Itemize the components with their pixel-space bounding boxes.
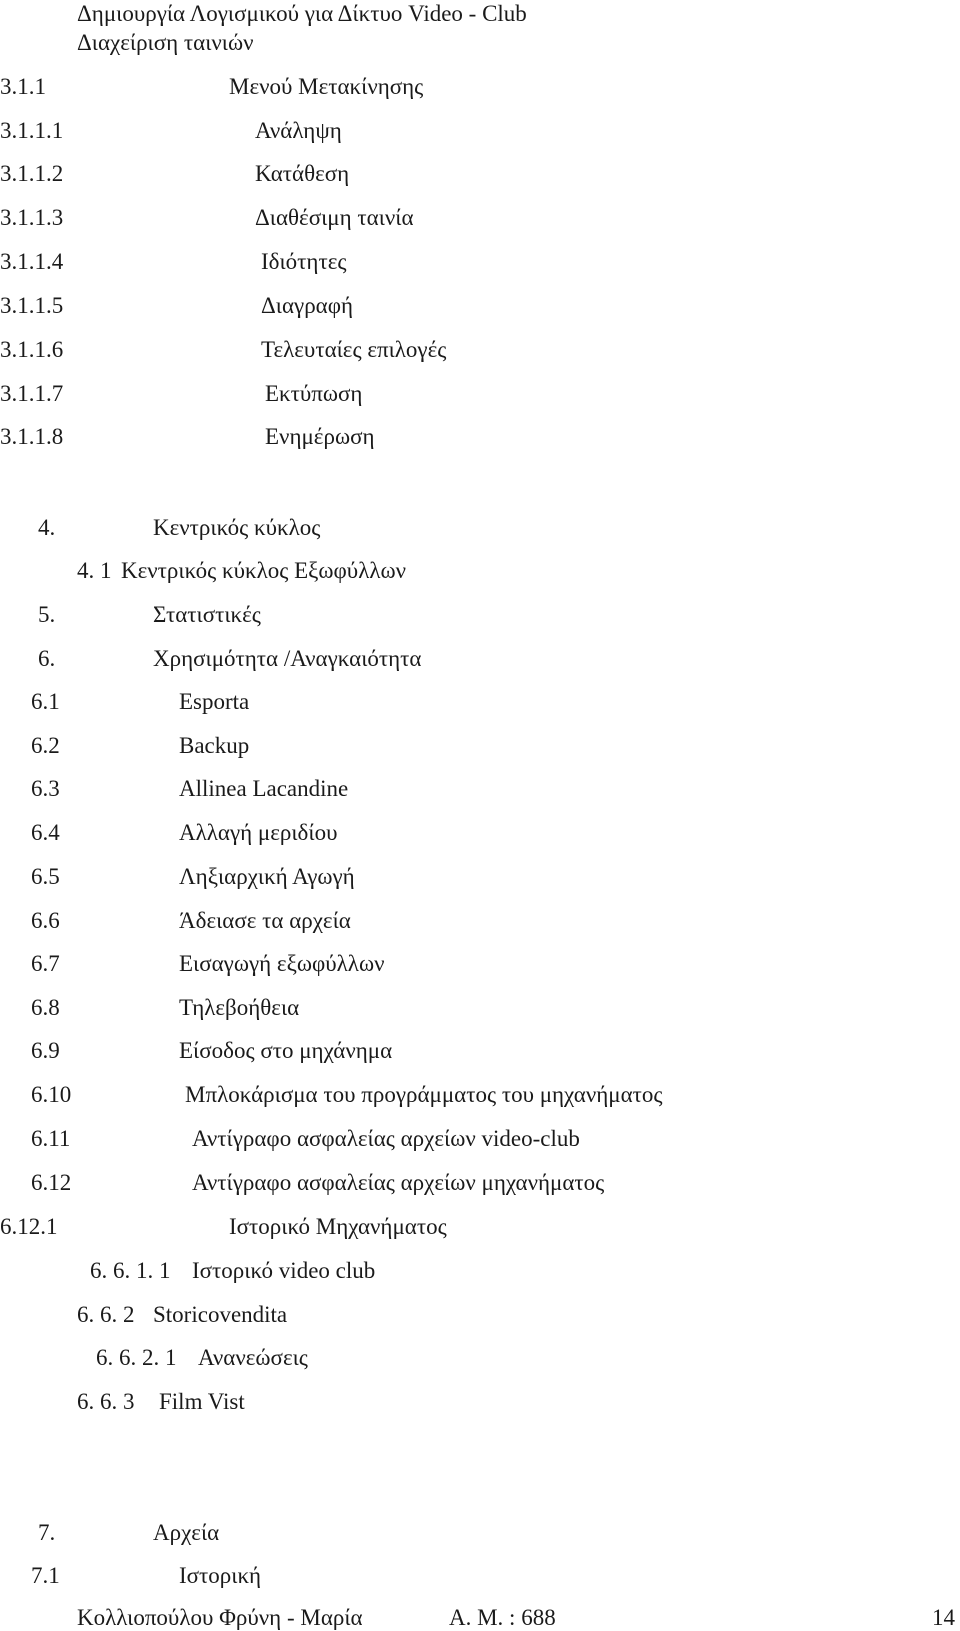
toc-label: Esporta: [179, 689, 250, 714]
toc-label: Ιστορικό Μηχανήματος: [229, 1214, 447, 1239]
toc-number: 6.: [38, 646, 56, 671]
toc-number: 3.1.1.8: [0, 424, 64, 449]
toc-number: 3.1.1.5: [0, 293, 64, 318]
toc-label: Είσοδος στο μηχάνημα: [179, 1038, 393, 1063]
toc-number: 6.6: [31, 908, 60, 933]
toc-label: Ιστορικό video club: [192, 1258, 376, 1283]
toc-label: Εκτύπωση: [265, 381, 363, 406]
toc-number: 6.9: [31, 1038, 60, 1063]
toc-number: 6.10: [31, 1082, 72, 1107]
toc-label: Film Vist: [159, 1389, 245, 1414]
document-subtitle: Διαχείριση ταινιών: [77, 30, 254, 55]
toc-label: Κατάθεση: [255, 161, 350, 186]
toc-label: Διαγραφή: [261, 293, 354, 318]
toc-number: 6.4: [31, 820, 60, 845]
toc-number: 6.5: [31, 864, 60, 889]
toc-number: 6.1: [31, 689, 60, 714]
toc-label: Ενημέρωση: [265, 424, 375, 449]
page-number: 14: [932, 1605, 955, 1630]
toc-number: 6.12.1: [0, 1214, 58, 1239]
toc-number: 6.2: [31, 733, 60, 758]
toc-label: Άδειασε τα αρχεία: [179, 908, 351, 933]
toc-number: 3.1.1: [0, 74, 46, 99]
toc-label: Ιστορική: [179, 1563, 262, 1588]
toc-number: 6. 6. 2: [77, 1302, 135, 1327]
toc-label: Allinea Lacandine: [179, 776, 349, 801]
toc-number: 7.: [38, 1520, 56, 1545]
toc-number: 6. 6. 2. 1: [96, 1345, 177, 1370]
toc-label: Κεντρικός κύκλος Εξωφύλλων: [121, 558, 407, 583]
toc-label: Μενού Μετακίνησης: [229, 74, 424, 99]
toc-number: 6.7: [31, 951, 60, 976]
toc-label: Τελευταίες επιλογές: [261, 337, 447, 362]
toc-number: 3.1.1.2: [0, 161, 64, 186]
toc-number: 3.1.1.1: [0, 118, 64, 143]
toc-label: Αλλαγή μεριδίου: [179, 820, 338, 845]
toc-label: Storicovendita: [153, 1302, 288, 1327]
toc-number: 3.1.1.7: [0, 381, 64, 406]
toc-label: Backup: [179, 733, 250, 758]
toc-number: 7.1: [31, 1563, 60, 1588]
toc-number: 5.: [38, 602, 56, 627]
toc-number: 6.11: [31, 1126, 71, 1151]
toc-number: 4. 1: [77, 558, 112, 583]
toc-number: 6.12: [31, 1170, 72, 1195]
toc-label: Χρησιμότητα /Αναγκαιότητα: [153, 646, 422, 671]
toc-label: Ανάληψη: [255, 118, 342, 143]
toc-label: Μπλοκάρισμα του προγράμματος του μηχανήματος: [185, 1082, 663, 1107]
toc-label: Ληξιαρχική Αγωγή: [179, 864, 355, 889]
document-title: Δημιουργία Λογισμικού για Δίκτυο Video - Club: [77, 1, 527, 26]
toc-number: 3.1.1.4: [0, 249, 64, 274]
footer-registration-number: Α. Μ. : 688: [449, 1605, 556, 1630]
toc-label: Διαθέσιμη ταινία: [255, 205, 414, 230]
toc-label: Τηλεβοήθεια: [179, 995, 300, 1020]
toc-label: Ανανεώσεις: [198, 1345, 308, 1370]
toc-label: Εισαγωγή εξωφύλλων: [179, 951, 385, 976]
toc-label: Αρχεία: [153, 1520, 220, 1545]
toc-number: 4.: [38, 515, 56, 540]
toc-label: Στατιστικές: [153, 602, 261, 627]
toc-label: Ιδιότητες: [261, 249, 347, 274]
toc-number: 6.8: [31, 995, 60, 1020]
toc-number: 6. 6. 3: [77, 1389, 135, 1414]
toc-label: Κεντρικός κύκλος: [153, 515, 321, 540]
toc-number: 6.3: [31, 776, 60, 801]
toc-number: 3.1.1.3: [0, 205, 64, 230]
toc-label: Αντίγραφο ασφαλείας αρχείων μηχανήματος: [192, 1170, 605, 1195]
footer-author: Κολλιοπούλου Φρύνη - Μαρία: [77, 1605, 363, 1630]
toc-label: Αντίγραφο ασφαλείας αρχείων video-club: [192, 1126, 580, 1151]
toc-number: 6. 6. 1. 1: [90, 1258, 171, 1283]
toc-number: 3.1.1.6: [0, 337, 64, 362]
